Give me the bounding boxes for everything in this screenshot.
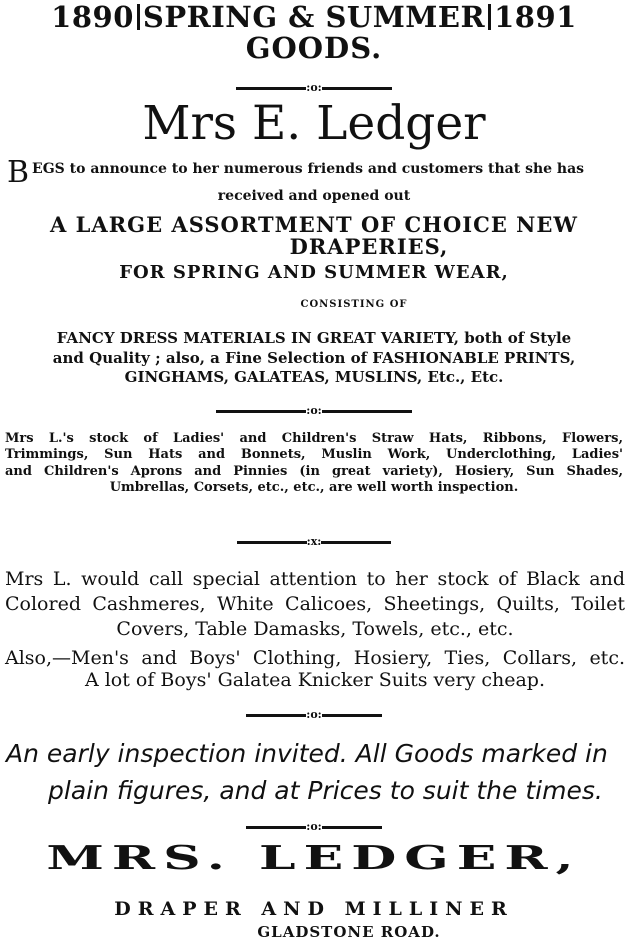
goods-heading: GOODS. [245,31,383,65]
attention-line-4: Also,—Men's and Boys' Clothing, Hosiery, Ties, Collars, etc. [5,647,625,669]
season-title: SPRING & SUMMER [142,0,486,34]
header-separator-left [137,4,140,30]
divider: :o: [0,821,628,833]
intro-line-1: EGS to announce to her numerous friends and customers that she has [32,161,585,177]
closing-line-1: An early inspection invited. All Goods marked in [6,739,608,768]
intro-paragraph [7,155,622,190]
footer-trade: DRAPER AND MILLINER [114,898,514,920]
stock-line-2: Trimmings, Sun Hats and Bonnets, Muslin Work, Underclothing, Ladies' [5,447,623,462]
headline-line-2: DRAPERIES, [289,234,449,259]
fancy-line-2: and Quality ; also, a Fine Selection of FASHIONABLE PRINTS, [52,349,576,367]
season-header [0,0,628,34]
year-end: 1891 [494,0,577,34]
proprietor-name: Mrs E. Ledger [142,96,486,151]
footer-name: MRS. LEDGER, [46,839,582,878]
attention-line-2: Colored Cashmeres, White Calicoes, Sheetings, Quilts, Toilet [5,593,625,615]
stock-line-1: Mrs L.'s stock of Ladies' and Children's Straw Hats, Ribbons, Flowers, [5,431,623,446]
attention-line-5: A lot of Boys' Galatea Knicker Suits very cheap. [84,669,546,691]
headline-line-1: A LARGE ASSORTMENT OF CHOICE NEW [50,212,578,237]
attention-line-1: Mrs L. would call special attention to her stock of Black and [5,568,625,590]
divider: :o: [0,405,628,417]
closing-line-2: plain figures, and at Prices to suit the times. [48,776,603,805]
consisting-of-label: CONSISTING OF [300,299,408,310]
fancy-line-3: GINGHAMS, GALATEAS, MUSLINS, Etc., Etc. [124,368,504,386]
intro-line-2: received and opened out [217,188,411,204]
attention-line-3: Covers, Table Damasks, Towels, etc., etc. [116,618,514,640]
header-separator-right [488,4,491,30]
divider: :o: [0,82,628,94]
year-start: 1890 [51,0,134,34]
drop-cap: B [7,155,30,190]
stock-line-3: and Children's Aprons and Pinnies (in great variety), Hosiery, Sun Shades, [5,464,623,479]
divider: :x: [0,536,628,548]
stock-line-4: Umbrellas, Corsets, etc., etc., are well worth inspection. [109,480,519,495]
footer-address: GLADSTONE ROAD. [257,923,441,941]
divider: :o: [0,709,628,721]
fancy-line-1: FANCY DRESS MATERIALS IN GREAT VARIETY, both of Style [56,329,572,347]
headline-line-3: FOR SPRING AND SUMMER WEAR, [119,262,509,283]
